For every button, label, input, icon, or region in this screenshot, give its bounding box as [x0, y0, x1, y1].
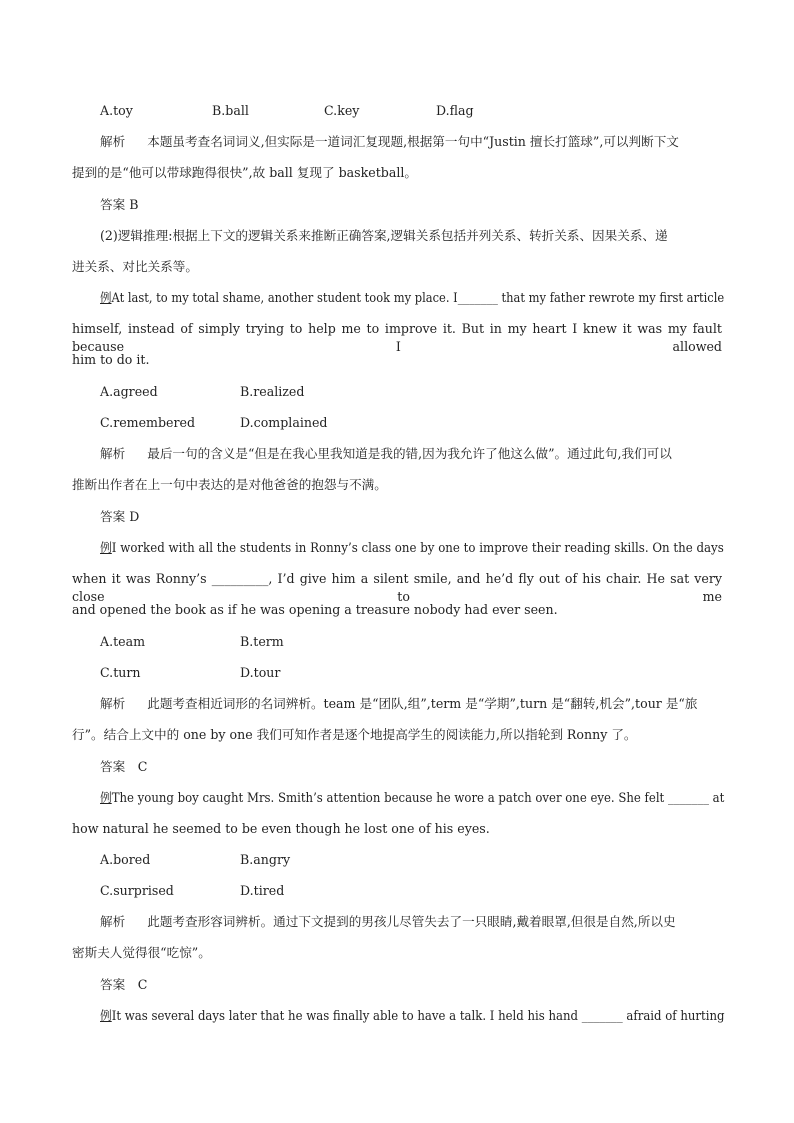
option-a: A.agreed [100, 384, 158, 399]
q4-analysis-line-1: 解析 此题考查形容词辨析。通过下文提到的男孩儿尽管失去了一只眼睛,戴着眼罩,但很是自然,所以史 [100, 914, 676, 929]
section-heading-line-1: (2)逻辑推理:根据上下文的逻辑关系来推断正确答案,逻辑关系包括并列关系、转折关系、因果关系、递 [100, 228, 668, 243]
q2-answer: 答案 D [100, 509, 140, 524]
q4-answer: 答案 C [100, 977, 148, 992]
q5-stem-line-1: 例It was several days later that he was finally able to have a talk. I held his hand _______ afraid of hurting [100, 1008, 725, 1023]
example-label: 例 [100, 790, 112, 805]
q3-stem-line-1: 例I worked with all the students in Ronny’s class one by one to improve their reading skills. On the days [100, 540, 724, 555]
option-d: D.complained [240, 415, 328, 430]
q2-stem-line-3: him to do it. [72, 352, 150, 367]
q2-stem-line-2: himself, instead of simply trying to help me to improve it. But in my heart I knew it was my fault because I allowed [72, 321, 722, 354]
option-d: D.flag [436, 103, 474, 118]
q2-analysis-line-2: 推断出作者在上一句中表达的是对他爸爸的抱怨与不满。 [72, 477, 387, 492]
example-label: 例 [100, 540, 112, 555]
q4-analysis-line-2: 密斯夫人觉得很“吃惊”。 [72, 945, 211, 960]
q3-analysis-line-2: 行”。结合上文中的 one by one 我们可知作者是逐个地提高学生的阅读能力,所以指轮到 Ronny 了。 [72, 727, 637, 742]
q2-stem-line-1: 例At last, to my total shame, another student took my place. I_______ that my father rewrote my first article [100, 290, 725, 305]
q4-stem-line-1: 例The young boy caught Mrs. Smith’s attention because he wore a patch over one eye. She felt _______ at [100, 790, 725, 805]
q3-analysis-line-1: 解析 此题考查相近词形的名词辨析。team 是“团队,组”,term 是“学期”,turn 是“翻转,机会”,tour 是“旅 [100, 696, 698, 711]
q1-answer: 答案 B [100, 197, 139, 212]
q1-analysis-line-1: 解析 本题虽考查名词词义,但实际是一道词汇复现题,根据第一句中“Justin 擅长打篮球”,可以判断下文 [100, 134, 679, 149]
analysis-label: 解析 [100, 446, 126, 461]
q4-stem-line-2: how natural he seemed to be even though he lost one of his eyes. [72, 821, 490, 836]
q1-analysis-line-2: 提到的是“他可以带球跑得很快”,故 ball 复现了 basketball。 [72, 165, 418, 180]
option-d: D.tired [240, 883, 285, 898]
option-c: C.surprised [100, 883, 174, 898]
analysis-label: 解析 [100, 696, 126, 711]
option-a: A.toy [100, 103, 133, 118]
option-d: D.tour [240, 665, 281, 680]
option-a: A.bored [100, 852, 151, 867]
section-heading-line-2: 进关系、对比关系等。 [72, 259, 198, 274]
option-b: B.angry [240, 852, 291, 867]
q3-stem-line-2: when it was Ronny’s _________, I’d give him a silent smile, and he’d fly out of his chair. He sat very close to me [72, 571, 722, 604]
option-c: C.key [324, 103, 360, 118]
option-a: A.team [100, 634, 146, 649]
example-label: 例 [100, 290, 112, 305]
option-b: B.realized [240, 384, 305, 399]
analysis-label: 解析 [100, 134, 126, 149]
option-b: B.ball [212, 103, 249, 118]
q2-analysis-line-1: 解析 最后一句的含义是“但是在我心里我知道是我的错,因为我允许了他这么做”。通过此句,我们可以 [100, 446, 672, 461]
example-label: 例 [100, 1008, 112, 1023]
option-c: C.remembered [100, 415, 196, 430]
q3-stem-line-3: and opened the book as if he was opening a treasure nobody had ever seen. [72, 602, 558, 617]
analysis-label: 解析 [100, 914, 126, 929]
option-b: B.term [240, 634, 284, 649]
option-c: C.turn [100, 665, 141, 680]
q3-answer: 答案 C [100, 759, 148, 774]
